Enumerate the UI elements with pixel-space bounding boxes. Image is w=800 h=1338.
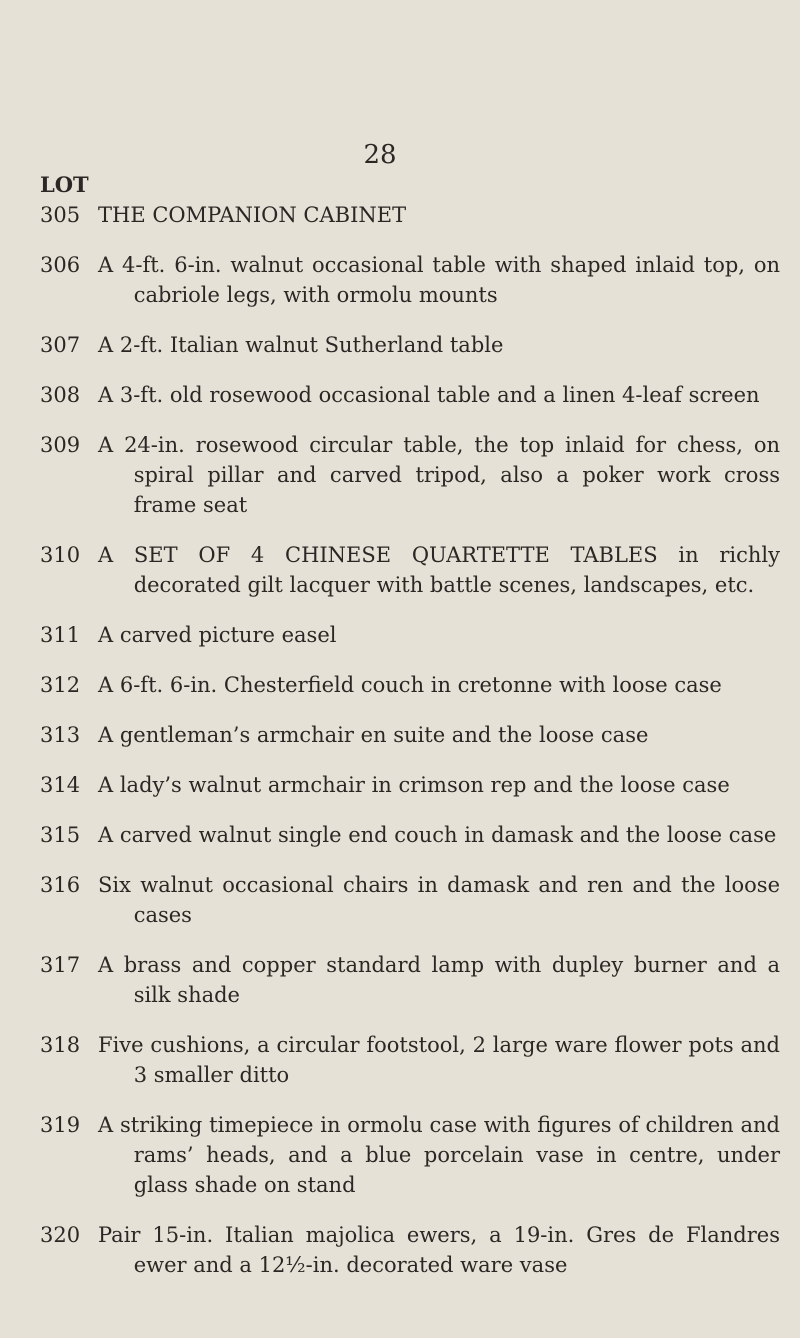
page-number: 28 xyxy=(363,140,397,170)
lot-entry xyxy=(40,430,780,520)
lot-description: Five cushions, a circular footstool, 2 large ware flower pots and 3 smaller ditto xyxy=(98,1033,780,1087)
lot-entry xyxy=(40,620,780,650)
lot-entry xyxy=(40,670,780,700)
lot-number: 315 xyxy=(40,823,81,847)
lot-description: Pair 15-in. Italian majolica ewers, a 19-in. Gres de Flandres ewer and a 12½-in. decorated ware vase xyxy=(98,1223,780,1277)
lot-entry xyxy=(40,820,780,850)
lot-entry xyxy=(40,950,780,1010)
lot-number: 313 xyxy=(40,723,81,747)
lot-number: 310 xyxy=(40,543,81,567)
lot-number: 309 xyxy=(40,433,81,457)
lot-entry xyxy=(40,540,780,600)
lot-entry xyxy=(40,330,780,360)
lot-entry xyxy=(40,1030,780,1090)
lot-number: 307 xyxy=(40,333,81,357)
lot-number: 312 xyxy=(40,673,81,697)
lot-description: A 3-ft. old rosewood occasional table and a linen 4-leaf screen xyxy=(98,383,760,407)
lot-number: 305 xyxy=(40,203,81,227)
lot-entry xyxy=(40,870,780,930)
lot-entry xyxy=(40,770,780,800)
lot-description: A 6-ft. 6-in. Chesterfield couch in cretonne with loose case xyxy=(98,673,722,697)
lot-entry xyxy=(40,200,780,230)
lot-number: 311 xyxy=(40,623,81,647)
lot-entry xyxy=(40,1110,780,1200)
lot-number: 306 xyxy=(40,253,81,277)
lot-description: A brass and copper standard lamp with dupley burner and a silk shade xyxy=(98,953,780,1007)
lot-description: A 24-in. rosewood circular table, the top inlaid for chess, on spiral pillar and carved tripod, also a poker work cross frame seat xyxy=(98,433,780,517)
lot-description: A striking timepiece in ormolu case with figures of children and rams’ heads, and a blue porcelain vase in centre, under glass shade on stand xyxy=(98,1113,780,1197)
lot-description: A lady’s walnut armchair in crimson rep and the loose case xyxy=(98,773,730,797)
lot-description: A SET OF 4 CHINESE QUARTETTE TABLES in richly decorated gilt lacquer with battle scenes, landscapes, etc. xyxy=(98,543,780,597)
lot-number: 319 xyxy=(40,1113,81,1137)
lot-entry xyxy=(40,720,780,750)
lot-description: THE COMPANION CABINET xyxy=(98,203,407,227)
lot-entry xyxy=(40,1220,780,1280)
lot-number: 314 xyxy=(40,773,81,797)
lot-number: 320 xyxy=(40,1223,81,1247)
lot-description: A 4-ft. 6-in. walnut occasional table with shaped inlaid top, on cabriole legs, with ormolu mounts xyxy=(98,253,780,307)
lot-column-heading: LOT xyxy=(40,172,89,197)
lot-entry xyxy=(40,380,780,410)
lot-description: Six walnut occasional chairs in damask and ren and the loose cases xyxy=(98,873,780,927)
lot-number: 318 xyxy=(40,1033,81,1057)
lot-description: A 2-ft. Italian walnut Sutherland table xyxy=(98,333,504,357)
lot-number: 316 xyxy=(40,873,81,897)
lot-number: 308 xyxy=(40,383,81,407)
lot-number: 317 xyxy=(40,953,81,977)
lot-description: A gentleman’s armchair en suite and the loose case xyxy=(98,723,649,747)
lot-entry xyxy=(40,250,780,310)
lot-description: A carved picture easel xyxy=(98,623,337,647)
lot-description: A carved walnut single end couch in damask and the loose case xyxy=(98,823,777,847)
